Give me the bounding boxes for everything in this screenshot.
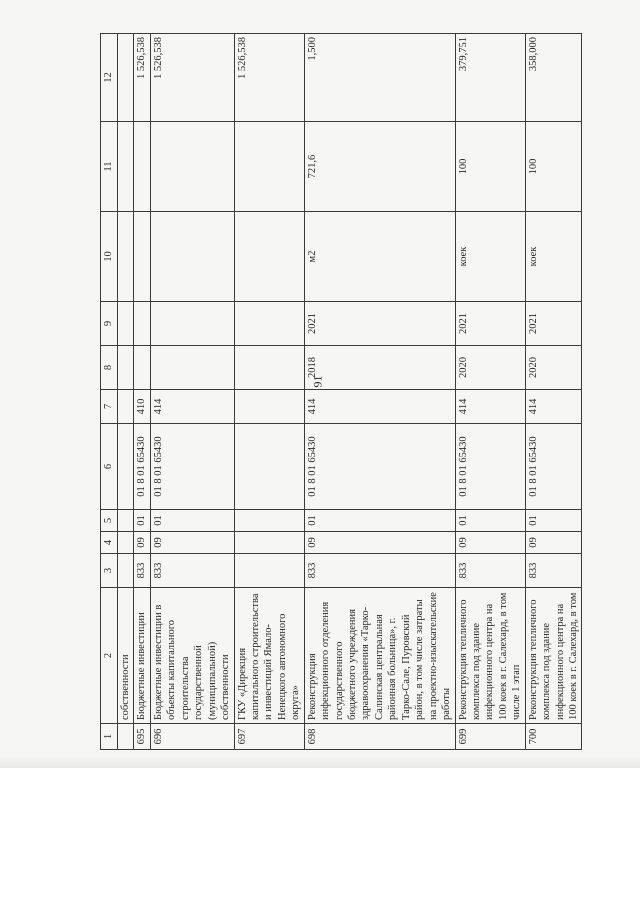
cell-c6: 01 8 01 65430	[150, 424, 234, 510]
header-cell: 7	[101, 390, 118, 424]
cell-c12: 1 526,538	[234, 34, 304, 122]
cell-c12: 1,500	[304, 34, 455, 122]
cell-c12: 1 526,538	[134, 34, 150, 122]
row-name: Реконструкция инфекционного отделения государственного бюджетного учреждения здравоохранения «Тарко-Салинская центральная районная больница», г. Тарко-Сале, Пуровский район, в том числе затраты на проектно-изыскательские работы	[304, 588, 455, 724]
header-cell: 12	[101, 34, 118, 122]
cell-c3: 833	[525, 554, 582, 588]
cell-c9	[150, 302, 234, 346]
cell-c9	[134, 302, 150, 346]
header-cell: 6	[101, 424, 118, 510]
row-number: 696	[150, 724, 234, 750]
table-row	[304, 34, 455, 750]
cell-c11: 100	[525, 122, 582, 212]
cell-c10	[134, 212, 150, 302]
cell-c11	[234, 122, 304, 212]
table-row	[118, 34, 134, 750]
header-cell: 5	[101, 510, 118, 532]
cell-c5	[234, 510, 304, 532]
cell-c12: 358,000	[525, 34, 582, 122]
cell-c7: 410	[134, 390, 150, 424]
cell-c6: 01 8 01 65430	[134, 424, 150, 510]
header-cell: 4	[101, 532, 118, 554]
cell-c11: 100	[455, 122, 525, 212]
header-cell: 3	[101, 554, 118, 588]
cell-c12: 379,751	[455, 34, 525, 122]
row-number: 699	[455, 724, 525, 750]
table-row	[525, 34, 582, 750]
row-name: Реконструкция тепличного комплекса под здание инфекционного центра на 100 коек в г. Салехард, в том	[525, 588, 582, 724]
cell-c10	[234, 212, 304, 302]
cell-c8	[150, 346, 234, 390]
header-cell: 2	[101, 588, 118, 724]
cell-c5: 01	[525, 510, 582, 532]
cell-c9: 2021	[304, 302, 455, 346]
cell-c8	[134, 346, 150, 390]
cell-c3: 833	[150, 554, 234, 588]
cell-c6: 01 8 01 65430	[304, 424, 455, 510]
cell-c11	[134, 122, 150, 212]
cell-c5: 01	[304, 510, 455, 532]
cell-c10: м2	[304, 212, 455, 302]
table-row	[234, 34, 304, 750]
budget-table	[100, 33, 582, 750]
cell-c12: 1 526,538	[150, 34, 234, 122]
row-number: 700	[525, 724, 582, 750]
row-name: ГКУ «Дирекция капитального строительства и инвестиций Ямало-Ненецкого автономного округа»	[234, 588, 304, 724]
cell-c4: 09	[525, 532, 582, 554]
cell-c5: 01	[455, 510, 525, 532]
header-cell: 10	[101, 212, 118, 302]
table-row	[150, 34, 234, 750]
continued-text: собственности	[118, 588, 134, 724]
row-name: Бюджетные инвестиции	[134, 588, 150, 724]
row-name: Реконструкция тепличного комплекса под здание инфекционного центра на 100 коек в г. Салехард, в том числе 1 этап	[455, 588, 525, 724]
cell-c10: коек	[455, 212, 525, 302]
cell-c7: 414	[455, 390, 525, 424]
cell-c10	[150, 212, 234, 302]
cell-c4: 09	[455, 532, 525, 554]
cell-c9: 2021	[525, 302, 582, 346]
cell-c8: 2018	[304, 346, 455, 390]
header-cell: 9	[101, 302, 118, 346]
cell-c7: 414	[525, 390, 582, 424]
cell-c5: 01	[134, 510, 150, 532]
cell-c7	[234, 390, 304, 424]
cell-c8	[234, 346, 304, 390]
header-cell: 11	[101, 122, 118, 212]
cell-c8: 2020	[455, 346, 525, 390]
cell-c3	[234, 554, 304, 588]
rotated-document	[100, 34, 579, 750]
row-number: 697	[234, 724, 304, 750]
header-cell: 1	[101, 724, 118, 750]
page-number: 91	[310, 375, 325, 388]
cell-c11	[150, 122, 234, 212]
row-number: 698	[304, 724, 455, 750]
scan-bottom-shadow	[0, 755, 640, 769]
header-cell: 8	[101, 346, 118, 390]
cell-c5: 01	[150, 510, 234, 532]
cell-c7: 414	[150, 390, 234, 424]
cell-c11: 721,6	[304, 122, 455, 212]
cell-c3: 833	[455, 554, 525, 588]
cell-c4: 09	[150, 532, 234, 554]
row-name: Бюджетные инвестиции в объекты капитального строительства государственной (муниципальной) собственности	[150, 588, 234, 724]
cell-c3: 833	[134, 554, 150, 588]
cell-c6	[234, 424, 304, 510]
table-row	[455, 34, 525, 750]
cell-c7: 414	[304, 390, 455, 424]
cell-c6: 01 8 01 65430	[525, 424, 582, 510]
cell-c4: 09	[304, 532, 455, 554]
cell-c4: 09	[134, 532, 150, 554]
blank-margin	[0, 768, 640, 905]
cell-c8: 2020	[525, 346, 582, 390]
cell-c10: коек	[525, 212, 582, 302]
header-row	[101, 34, 118, 750]
cell-c9	[234, 302, 304, 346]
table-row	[134, 34, 150, 750]
cell-c9: 2021	[455, 302, 525, 346]
row-number: 695	[134, 724, 150, 750]
cell-c3: 833	[304, 554, 455, 588]
cell-c4	[234, 532, 304, 554]
cell-c6: 01 8 01 65430	[455, 424, 525, 510]
